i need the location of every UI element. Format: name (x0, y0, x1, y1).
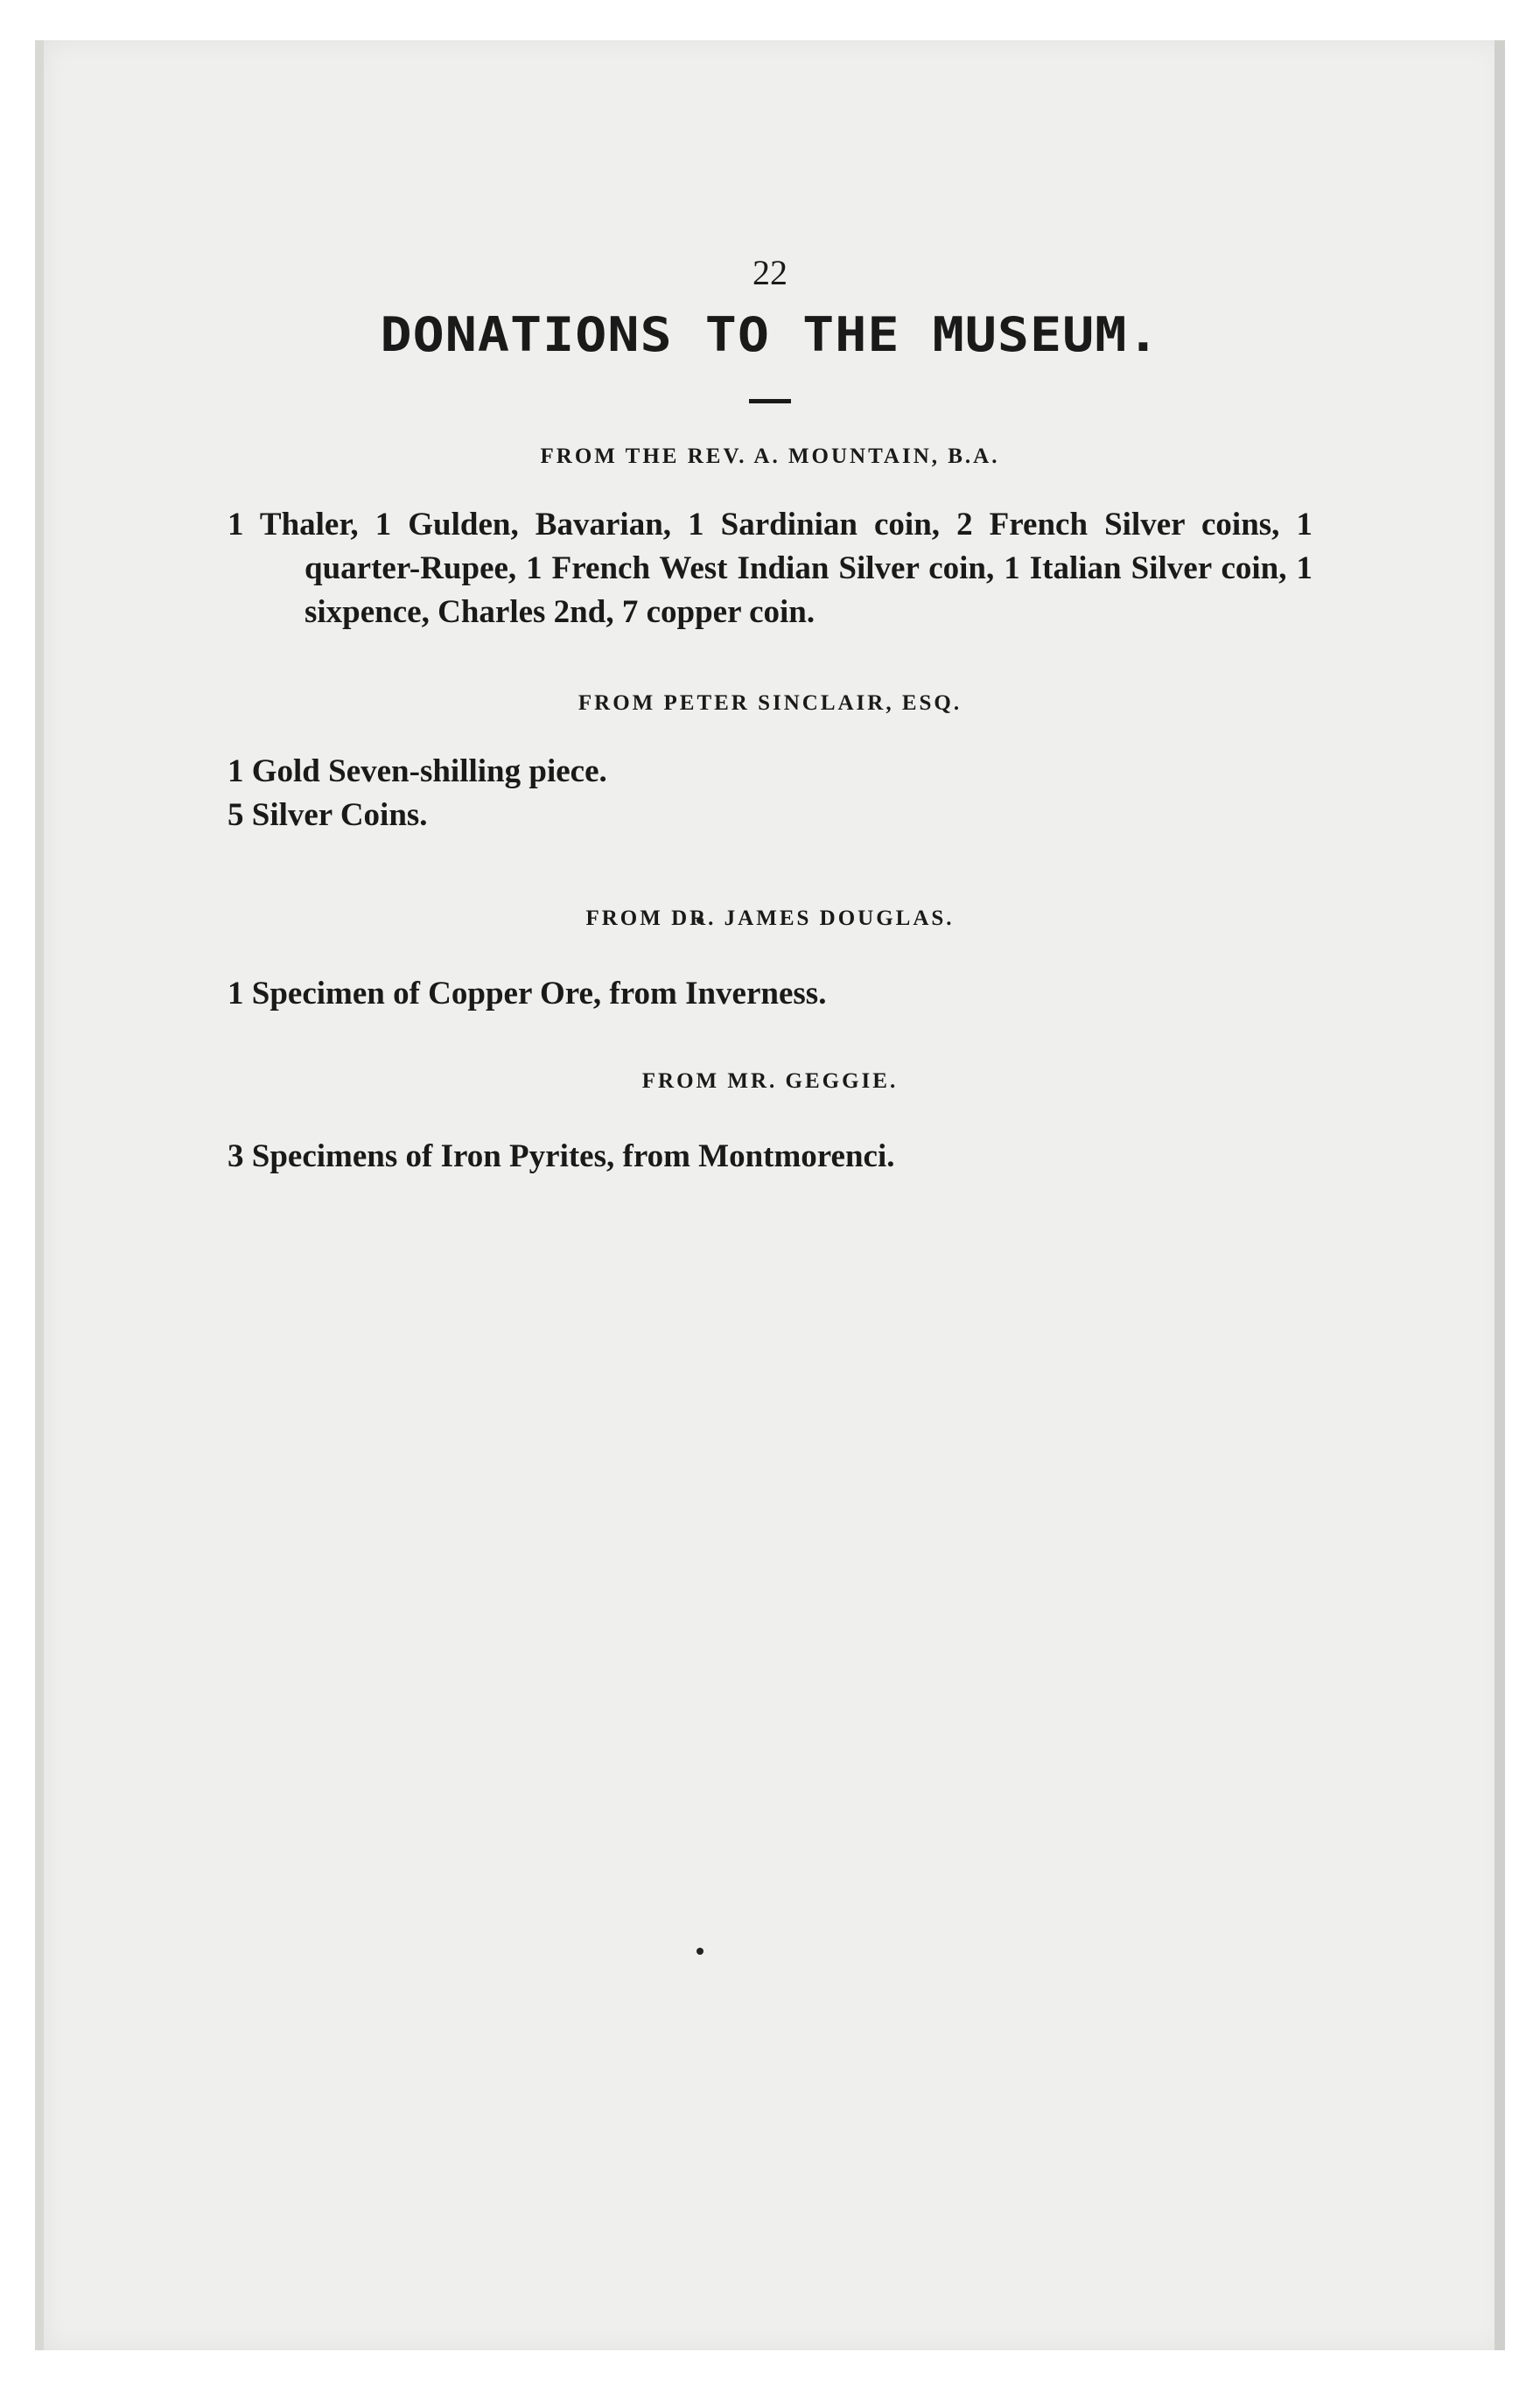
donation-list-mountain (228, 503, 1312, 634)
donation-entry: 1 Gold Seven-shilling piece. (228, 753, 607, 789)
page-number: 22 (752, 253, 788, 292)
ink-speck (696, 1948, 704, 1955)
donation-list-douglas (228, 972, 1312, 1016)
donation-entry: 5 Silver Coins. (228, 797, 428, 833)
donation-list-geggie (228, 1135, 1312, 1179)
title-rule (749, 399, 791, 403)
page-content (228, 247, 1312, 1179)
donation-entry: 1 Thaler, 1 Gulden, Bavarian, 1 Sardinian coin, 2 French Silver coins, 1 quarter-Rupee, 1 French West Indian Silver coin, 1 Italian Silver coin, 1 sixpence, Charles 2nd, 7 copper coin. (228, 507, 1312, 630)
section-heading-douglas: FROM DR. JAMES DOUGLAS. (585, 906, 955, 930)
donation-entry: 1 Specimen of Copper Ore, from Inverness. (228, 976, 827, 1012)
page-title: DONATIONS TO THE MUSEUM. (380, 307, 1160, 363)
section-heading-geggie: FROM MR. GEGGIE. (641, 1069, 899, 1093)
page-edge (1494, 40, 1505, 2350)
donation-entry: 3 Specimens of Iron Pyrites, from Montmorenci. (228, 1138, 895, 1174)
section-heading-sinclair: FROM PETER SINCLAIR, ESQ. (578, 691, 962, 715)
section-heading-mountain: FROM THE REV. A. MOUNTAIN, B.A. (540, 444, 1000, 468)
book-page (35, 40, 1505, 2350)
donation-list-sinclair (228, 750, 1312, 837)
